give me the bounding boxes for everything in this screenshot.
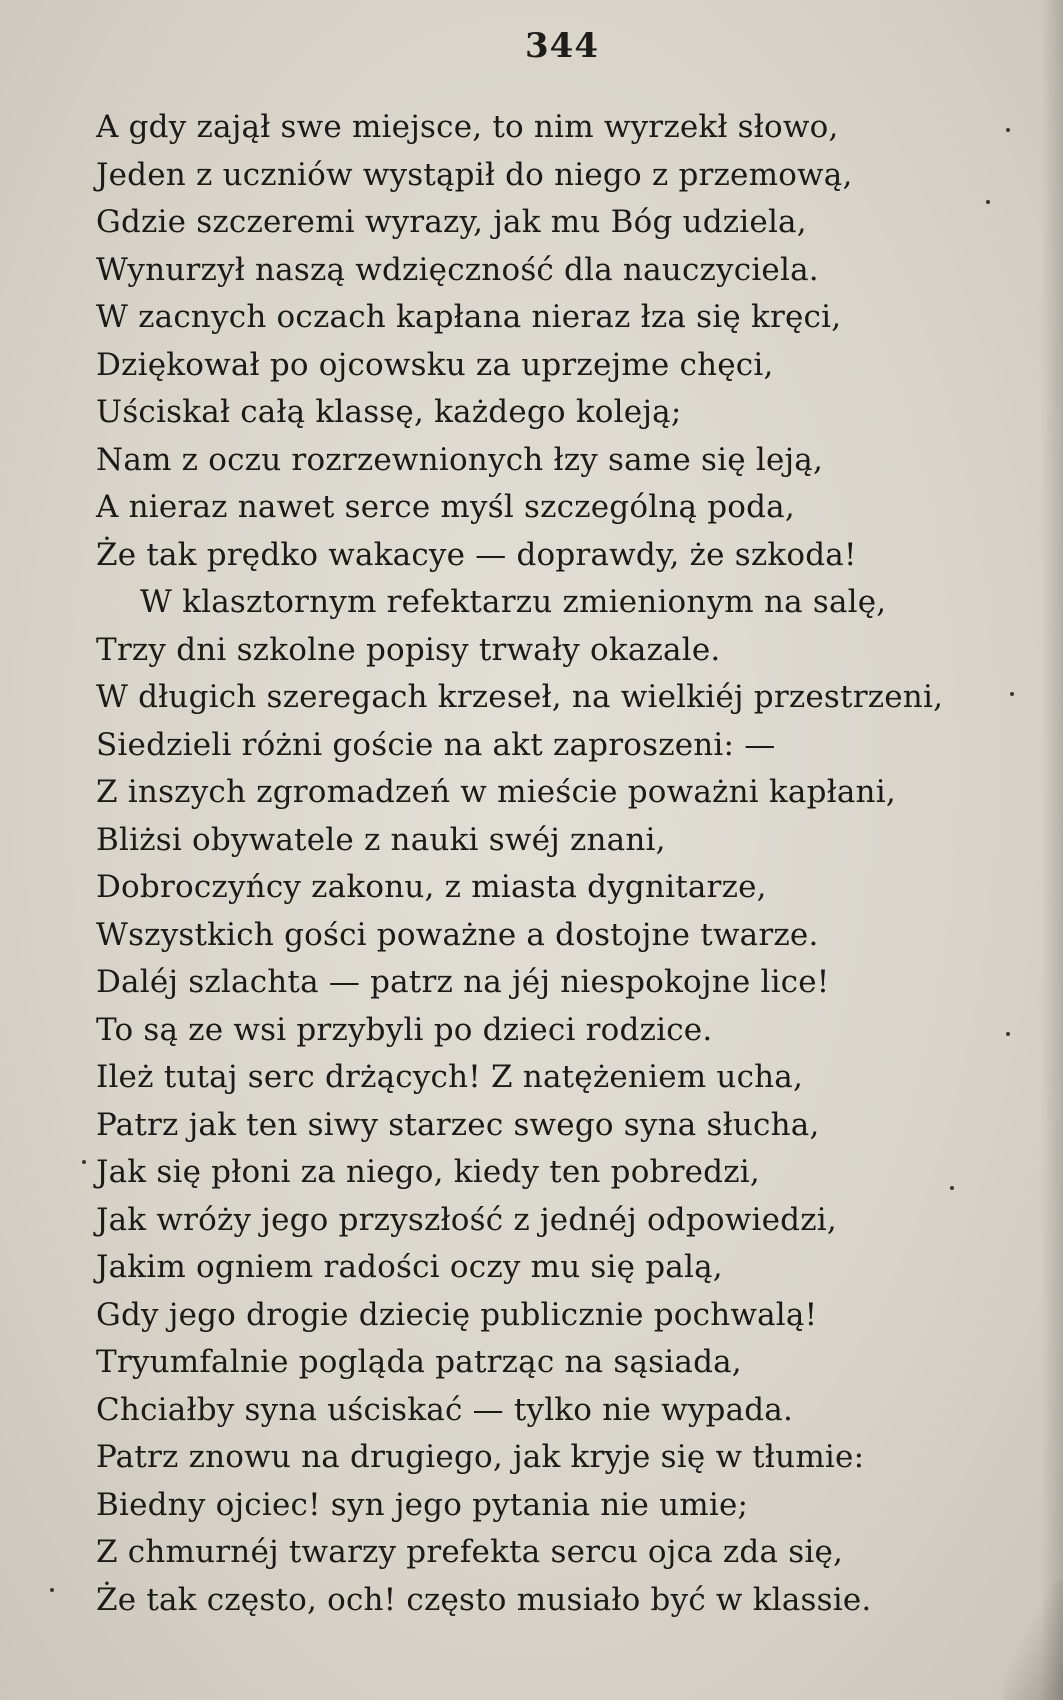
- poem-line: Siedzieli różni goście na akt zaproszeni: —: [96, 726, 776, 763]
- poem-line: Z chmurnéj twarzy prefekta sercu ojca zda się,: [96, 1534, 844, 1570]
- page-edge-shadow: [1041, 0, 1063, 1700]
- ink-speck: [1010, 692, 1014, 696]
- ink-speck: [1006, 1032, 1010, 1036]
- poem-line: Wszystkich gości poważne a dostojne twarze.: [96, 916, 819, 953]
- poem-line: Wynurzył naszą wdzięczność dla nauczyciela.: [96, 251, 819, 288]
- poem-line: W klasztornym refektarzu zmienionym na salę,: [140, 584, 887, 620]
- poem-text: [96, 104, 1036, 1624]
- poem-line: Bliżsi obywatele z nauki swéj znani,: [96, 821, 666, 858]
- poem-line: Że tak prędko wakacye — doprawdy, że szkoda!: [96, 536, 857, 573]
- poem-line: A nieraz nawet serce myśl szczególną poda,: [96, 489, 795, 525]
- poem-line: Biedny ojciec! syn jego pytania nie umie;: [96, 1486, 749, 1523]
- poem-line: To są ze wsi przybyli po dzieci rodzice.: [96, 1011, 713, 1048]
- poem-line: Jeden z uczniów wystąpił do niego z przemową,: [96, 156, 853, 193]
- poem-line: Dobroczyńcy zakonu, z miasta dygnitarze,: [96, 869, 767, 905]
- ink-speck: [986, 200, 990, 204]
- ink-speck: [950, 1186, 954, 1190]
- poem-line: Trzy dni szkolne popisy trwały okazale.: [96, 631, 721, 668]
- poem-line: Gdy jego drogie dziecię publicznie pochwalą!: [96, 1296, 818, 1333]
- poem-line: Tryumfalnie pogląda patrząc na sąsiada,: [96, 1344, 742, 1380]
- poem-line: Uściskał całą klassę, każdego koleją;: [96, 394, 682, 430]
- poem-line: Patrz znowu na drugiego, jak kryje się w tłumie:: [96, 1439, 865, 1475]
- poem-line: Dziękował po ojcowsku za uprzejme chęci,: [96, 346, 774, 383]
- ink-speck: [82, 1160, 86, 1164]
- poem-line: Z inszych zgromadzeń w mieście poważni kapłani,: [96, 774, 896, 810]
- poem-line: Daléj szlachta — patrz na jéj niespokojne lice!: [96, 964, 830, 1000]
- poem-line: A gdy zajął swe miejsce, to nim wyrzekł słowo,: [96, 109, 839, 145]
- poem-line: Chciałby syna uściskać — tylko nie wypada.: [96, 1391, 794, 1428]
- poem-line: Że tak często, och! często musiało być w klassie.: [96, 1581, 872, 1618]
- page-number: 344: [525, 26, 599, 66]
- poem-line: Gdzie szczeremi wyrazy, jak mu Bóg udziela,: [96, 204, 807, 240]
- poem-line: Jakim ogniem radości oczy mu się palą,: [96, 1249, 723, 1285]
- ink-speck: [50, 1588, 54, 1592]
- poem-line: W długich szeregach krzeseł, na wielkiéj przestrzeni,: [96, 679, 944, 715]
- poem-line: Ileż tutaj serc drżących! Z natężeniem ucha,: [96, 1059, 804, 1095]
- poem-line: Patrz jak ten siwy starzec swego syna słucha,: [96, 1106, 820, 1143]
- ink-speck: [1006, 128, 1010, 132]
- poem-line: Jak wróży jego przyszłość z jednéj odpowiedzi,: [96, 1201, 837, 1238]
- poem-line: Nam z oczu rozrzewnionych łzy same się leją,: [96, 441, 824, 478]
- poem-line: W zacnych oczach kapłana nieraz łza się kręci,: [96, 299, 842, 335]
- poem-line: Jak się płoni za niego, kiedy ten pobredzi,: [96, 1154, 760, 1190]
